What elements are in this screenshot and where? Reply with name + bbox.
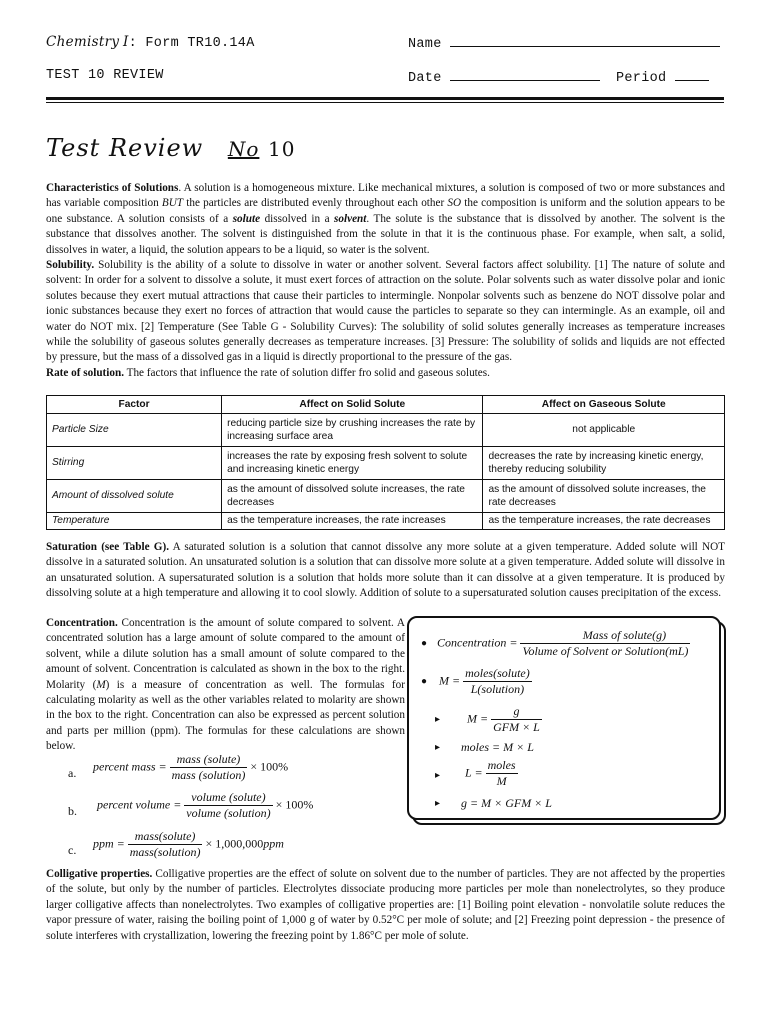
course-form-label bbox=[46, 34, 255, 51]
header-rule-thin bbox=[46, 102, 724, 103]
page-title bbox=[46, 134, 295, 162]
form-number: : Form TR10.14A bbox=[128, 36, 255, 51]
paragraph-concentration: Concentration. Concentration is the amount of solute compared to solvent. A concentrated solution has a large amount of solute compared to the amount of solvent, while a dilute solution has a small amount of solute compared to the amount of solvent. Concentration is calculated as shown in the box to the right. Molarity (M) is a measure of concentration as well. The formulas for calculating molarity as well as the other variables related to molarity are shown in the box to the right. Concentration can also be expressed as percent solution and parts per million (ppm). The formulas for these calculations are shown below. bbox=[46, 617, 405, 753]
table-cell-solid: as the temperature increases, the rate increases bbox=[222, 513, 483, 530]
table-cell-solid: as the amount of dissolved solute increases, the rate decreases bbox=[222, 480, 483, 513]
table-cell-factor: Particle Size bbox=[47, 414, 222, 447]
bullet-icon: ● bbox=[421, 638, 428, 649]
test-label: TEST 10 REVIEW bbox=[46, 68, 164, 83]
name-field[interactable] bbox=[408, 34, 720, 52]
period-field[interactable] bbox=[616, 68, 709, 86]
table-cell-factor: Amount of dissolved solute bbox=[47, 480, 222, 513]
period-label: Period bbox=[616, 71, 667, 86]
table-cell-solid: reducing particle size by crushing increases the rate by increasing surface area bbox=[222, 414, 483, 447]
formula-a-label: a. bbox=[68, 766, 77, 780]
formula-moles: moles = M × L bbox=[461, 740, 534, 754]
table-cell-factor: Stirring bbox=[47, 447, 222, 480]
course-suffix: I bbox=[122, 34, 129, 50]
formula-liters: L = $\frac{\text{moles}}{M}$ bbox=[465, 758, 516, 788]
formula-concentration: Concentration = $\frac{\text{Mass of solute(g)}}{\text{Volume of Solvent or Solution(mL)}}$ bbox=[437, 628, 689, 658]
heading-colligative: Colligative properties. bbox=[46, 868, 153, 880]
period-line[interactable] bbox=[675, 68, 709, 81]
number-sign: No bbox=[227, 137, 260, 161]
formula-percent-mass: percent mass = $\frac{\text{mass (solute)}}{\text{mass (solution)}}$ × 100% bbox=[93, 752, 289, 782]
title-text: Test Review bbox=[46, 134, 204, 162]
formula-b-label: b. bbox=[68, 804, 77, 818]
heading-concentration: Concentration. bbox=[46, 617, 118, 629]
table-header-gas: Affect on Gaseous Solute bbox=[483, 396, 725, 414]
formula-c-label: c. bbox=[68, 843, 77, 857]
table-cell-gas: not applicable bbox=[483, 414, 725, 447]
formula-percent-volume: percent volume = $\frac{\text{volume (solute)}}{\text{volume (solution)}}$ × 100% bbox=[97, 790, 314, 820]
formula-box bbox=[407, 616, 721, 820]
rate-table bbox=[46, 395, 725, 530]
arrow-bullet-icon: ▸ bbox=[435, 742, 441, 753]
date-line[interactable] bbox=[450, 68, 600, 81]
name-line[interactable] bbox=[450, 34, 720, 47]
table-row bbox=[47, 447, 725, 480]
table-cell-solid: increases the rate by exposing fresh solvent to solute and increasing kinetic energy bbox=[222, 447, 483, 480]
formula-molarity: M = $\frac{\text{moles(solute)}}{\text{L(solution)}}$ bbox=[439, 666, 530, 696]
arrow-bullet-icon: ▸ bbox=[435, 798, 441, 809]
table-row bbox=[47, 513, 725, 530]
header-rule-thick bbox=[46, 97, 724, 100]
heading-rate: Rate of solution. bbox=[46, 366, 125, 379]
formula-molarity-gfm: M = $\frac{g}{\text{GFM × L}}$ bbox=[467, 704, 540, 734]
formula-grams: g = M × GFM × L bbox=[461, 796, 552, 810]
table-cell-factor: Temperature bbox=[47, 513, 222, 530]
table-cell-gas: as the amount of dissolved solute increases, the rate decreases bbox=[483, 480, 725, 513]
table-row bbox=[47, 480, 725, 513]
rate-table-wrapper bbox=[46, 395, 725, 530]
paragraph-colligative: Colligative properties. Colligative properties are the effect of solute on solvent due to the number of particles. They are not affected by the properties of the solute, but only by the number of particles. Electrolytes dissociate producing more particles per mole than nonelectrolytes, so they produce larger colligative affects than nonelectrolytes. Two examples of colligative properties are: [1] Boiling point elevation - nonvolatile solute reduces the vapor pressure of water, raising the boiling point of 1,000 g of water by 0.52°C per mole of solute; and [2] Freezing point depression - the presence of solute interferes with crystallization, lowering the freezing point by 1.86°C per mole of solute. bbox=[46, 868, 726, 942]
table-cell-gas: decreases the rate by increasing kinetic energy, thereby reducing solubility bbox=[483, 447, 725, 480]
formula-ppm: ppm = $\frac{\text{mass(solute)}}{\text{mass(solution)}}$ × 1,000,000ppm bbox=[93, 829, 284, 859]
date-label: Date bbox=[408, 71, 442, 86]
title-number: 10 bbox=[268, 137, 296, 161]
table-cell-gas: as the temperature increases, the rate decreases bbox=[483, 513, 725, 530]
course-name: Chemistry bbox=[46, 34, 120, 50]
table-header-solid: Affect on Solid Solute bbox=[222, 396, 483, 414]
table-header-factor: Factor bbox=[47, 396, 222, 414]
table-header-row bbox=[47, 396, 725, 414]
table-row bbox=[47, 414, 725, 447]
bullet-icon: ● bbox=[421, 676, 428, 687]
heading-saturation: Saturation (see Table G). bbox=[46, 541, 170, 553]
paragraph-saturation: Saturation (see Table G). A saturated solution is a solution that cannot dissolve any more solute at a given temperature. Added solute will NOT dissolve in a saturated solution. An unsaturated solution is a solution that can dissolve more solute at a given temperature. Added solute will dissolve in an unsaturated solution. A supersaturated solution is a solution that holds more solute than it can dissolve at a given temperature. It is produced by dissolving solute at a high temperature and allowing it to cool slowly. Addition of solute to a supersaturated solution causes precipitation of the excess. bbox=[46, 541, 726, 600]
date-field[interactable] bbox=[408, 68, 600, 86]
name-label: Name bbox=[408, 37, 442, 52]
arrow-bullet-icon: ▸ bbox=[435, 770, 441, 781]
heading-solubility: Solubility. bbox=[46, 259, 95, 272]
arrow-bullet-icon: ▸ bbox=[435, 714, 441, 725]
heading-characteristics: Characteristics of Solutions bbox=[46, 182, 179, 194]
paragraph-characteristics: Characteristics of Solutions. A solution is a homogeneous mixture. Like mechanical mixtures, a solution is composed of two or more substances and has variable composition BUT the particles are distributed evenly throughout each other SO the composition is uniform and the solution appears to be one substance. A solution consists of a solute dissolved in a solvent. The solute is the substance that is dissolved by another. The solvent is the substance that dissolves another. The solvent is distinguished from the solute in that it is the continuous phase. For example, when salt, a solid, dissolves in water, a liquid, the solution appears to be a liquid, so water is the solvent. Solubility. Solubility is the ability of a solute to dissolve in water or another solvent. Several factors affect solubility. [1] The nature of solute and solvent: In order for a solvent to dissolve a solute, it must exert forces of attraction on the solute. Polar solvents such as water dissolve polar and ionic solutes because they exert mutual attractions that cause their particles to intermingle. Nonpolar solvents such as benzene do NOT dissolve polar and ionic substances because they exert no forces of attraction that would cause the particles to separate so they can intermingle. As an example, oil and water do NOT mix. [2] Temperature (See Table G - Solubility Curves): The solubility of solid solutes generally increases as temperature increases while the solubility of gaseous solutes generally decreases as temperature increases. [3] Pressure: The solubility of solids and liquids are not effected by pressure, but the mass of a dissolved gas in a liquid is directly proportional to the pressure of the gas. Rate of solution. The factors that influence the rate of solution differ fro solid and gaseous solutes. bbox=[46, 182, 725, 379]
